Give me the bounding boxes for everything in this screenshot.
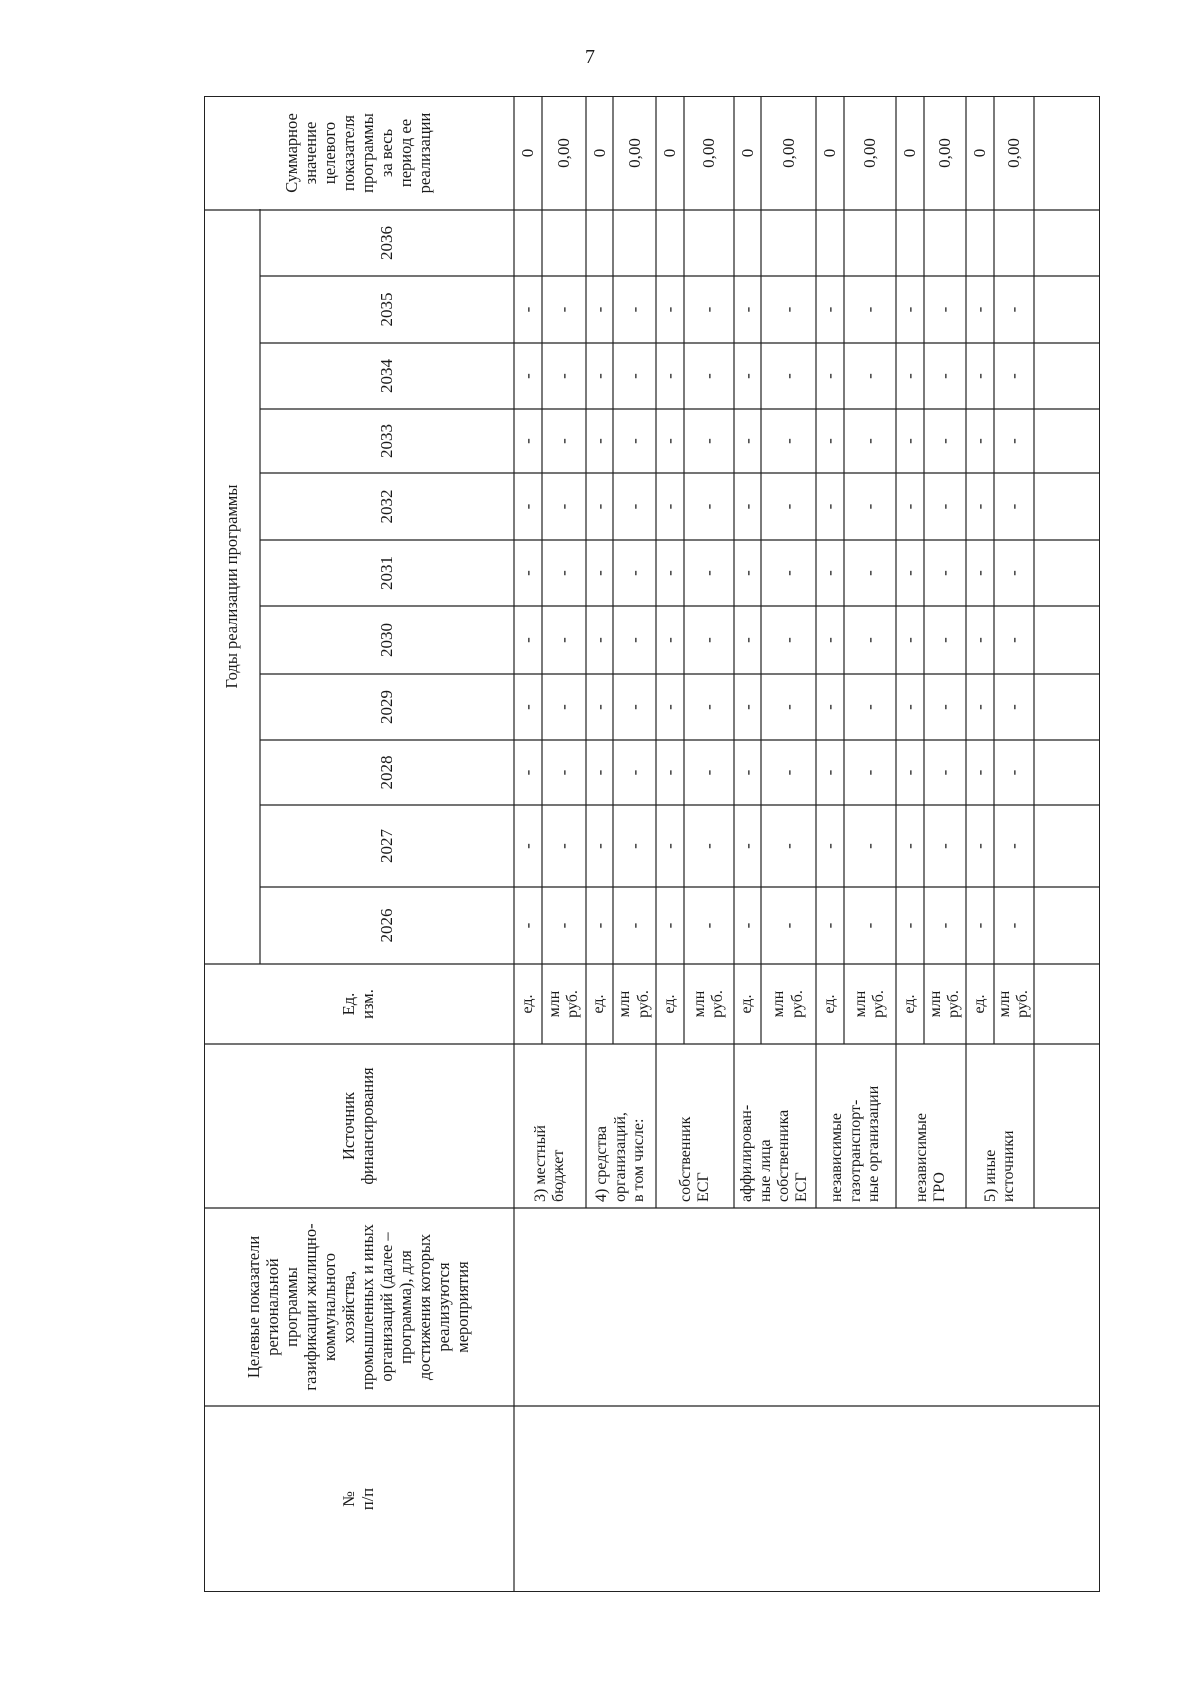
value-cell: -: [554, 637, 574, 643]
value-cell: -: [900, 503, 920, 510]
value-cell: -: [624, 637, 644, 643]
total-cell: 0: [970, 148, 990, 158]
value-cell: [966, 210, 994, 276]
total-cell: 0,00: [699, 138, 719, 168]
value-cell: -: [518, 704, 538, 710]
value-cell: -: [970, 438, 990, 444]
unit-cell: млн руб.: [995, 990, 1031, 1018]
value-cell: -: [970, 373, 990, 379]
value-cell: -: [778, 503, 798, 510]
unit-cell: ед.: [590, 994, 608, 1014]
value-cell: -: [589, 843, 609, 849]
header-source: Источник финансирования: [339, 1067, 377, 1185]
value-cell: -: [660, 438, 680, 444]
value-cell: -: [860, 306, 880, 313]
value-cell: -: [970, 306, 990, 313]
value-cell: -: [624, 503, 644, 510]
value-cell: -: [660, 570, 680, 576]
value-cell: -: [660, 637, 680, 643]
value-cell: -: [820, 843, 840, 849]
value-cell: -: [778, 438, 798, 444]
value-cell: [761, 210, 816, 276]
value-cell: -: [589, 769, 609, 776]
value-cell: -: [970, 570, 990, 576]
value-cell: -: [518, 570, 538, 576]
value-cell: -: [554, 922, 574, 929]
year-header-2026: 2026: [377, 908, 397, 943]
value-cell: -: [518, 306, 538, 313]
unit-cell: ед.: [660, 994, 678, 1014]
value-cell: -: [737, 503, 757, 510]
header-indicators: Целевые показатели региональной программы газификации жилищно- коммунального хозяйства, промышленных и иных организаций (далее – программа), для достижения которых реализуются мероприятия: [244, 1223, 472, 1391]
value-cell: -: [778, 637, 798, 643]
value-cell: -: [778, 306, 798, 313]
value-cell: -: [624, 570, 644, 576]
value-cell: -: [1004, 373, 1024, 379]
value-cell: -: [660, 769, 680, 776]
value-cell: -: [518, 769, 538, 776]
value-cell: -: [970, 503, 990, 510]
value-cell: -: [660, 922, 680, 929]
value-cell: -: [699, 438, 719, 444]
value-cell: -: [518, 637, 538, 643]
value-cell: [896, 210, 924, 276]
value-cell: -: [737, 373, 757, 379]
value-cell: -: [1004, 570, 1024, 576]
value-cell: -: [860, 373, 880, 379]
value-cell: -: [935, 922, 955, 929]
total-cell: 0,00: [860, 138, 880, 168]
header-total: Суммарное значение целевого показателя программы за весь период ее реализации: [282, 112, 434, 194]
value-cell: -: [900, 769, 920, 776]
total-cell: 0: [820, 148, 840, 158]
unit-cell: ед.: [738, 994, 756, 1014]
total-cell: 0: [900, 148, 920, 158]
source-label: аффилирован- ные лица собственника ЕСГ: [738, 1104, 811, 1202]
total-cell: 0: [660, 148, 680, 158]
value-cell: -: [699, 637, 719, 643]
value-cell: [844, 210, 896, 276]
value-cell: -: [660, 373, 680, 379]
value-cell: -: [624, 843, 644, 849]
year-header-2034: 2034: [377, 359, 397, 393]
value-cell: -: [589, 922, 609, 929]
value-cell: -: [820, 704, 840, 710]
value-cell: [684, 210, 734, 276]
source-label: 3) местный бюджет: [531, 1125, 567, 1202]
unit-cell: млн руб.: [690, 990, 726, 1018]
value-cell: -: [778, 922, 798, 929]
value-cell: -: [935, 570, 955, 576]
unit-cell: ед.: [518, 994, 536, 1014]
value-cell: -: [935, 704, 955, 710]
value-cell: -: [589, 704, 609, 710]
value-cell: -: [737, 637, 757, 643]
value-cell: -: [737, 843, 757, 849]
header-unit: Ед. изм.: [339, 989, 377, 1019]
value-cell: -: [589, 373, 609, 379]
value-cell: [924, 210, 966, 276]
value-cell: -: [935, 503, 955, 510]
source-label: 4) средства организаций, в том числе:: [593, 1112, 648, 1202]
value-cell: -: [860, 769, 880, 776]
value-cell: -: [860, 503, 880, 510]
year-header-2027: 2027: [377, 829, 397, 863]
value-cell: -: [900, 438, 920, 444]
value-cell: -: [860, 843, 880, 849]
total-cell: 0,00: [624, 138, 644, 168]
value-cell: -: [699, 704, 719, 710]
value-cell: -: [1004, 843, 1024, 849]
value-cell: -: [900, 704, 920, 710]
value-cell: -: [589, 570, 609, 576]
value-cell: -: [820, 503, 840, 510]
value-cell: [586, 210, 613, 276]
value-cell: -: [900, 570, 920, 576]
year-header-2036: 2036: [377, 226, 397, 260]
value-cell: -: [900, 637, 920, 643]
value-cell: -: [860, 637, 880, 643]
value-cell: -: [624, 373, 644, 379]
year-header-2028: 2028: [377, 755, 397, 790]
value-cell: -: [900, 922, 920, 929]
value-cell: -: [860, 922, 880, 929]
value-cell: -: [660, 843, 680, 849]
value-cell: -: [970, 922, 990, 929]
unit-cell: млн руб.: [770, 990, 806, 1018]
total-cell: 0,00: [554, 138, 574, 168]
unit-cell: млн руб.: [851, 990, 887, 1018]
source-label: независимые ГРО: [912, 1112, 948, 1202]
value-cell: -: [624, 922, 644, 929]
unit-cell: млн руб.: [545, 990, 581, 1018]
year-header-2029: 2029: [377, 690, 397, 724]
value-cell: -: [860, 704, 880, 710]
value-cell: -: [589, 637, 609, 643]
value-cell: -: [699, 769, 719, 776]
source-label: независимые газотранспорт- ные организации: [828, 1085, 883, 1202]
value-cell: -: [737, 922, 757, 929]
value-cell: -: [820, 306, 840, 313]
value-cell: -: [1004, 438, 1024, 444]
value-cell: [542, 210, 586, 276]
value-cell: -: [820, 438, 840, 444]
value-cell: -: [699, 306, 719, 313]
value-cell: [613, 210, 656, 276]
header-years-title: Годы реализации программы: [221, 484, 241, 689]
value-cell: -: [1004, 769, 1024, 776]
value-cell: -: [699, 373, 719, 379]
value-cell: -: [554, 843, 574, 849]
value-cell: -: [589, 306, 609, 313]
value-cell: -: [1004, 637, 1024, 643]
value-cell: -: [935, 769, 955, 776]
value-cell: -: [518, 438, 538, 444]
value-cell: -: [624, 306, 644, 313]
unit-cell: млн руб.: [616, 990, 652, 1018]
value-cell: -: [970, 843, 990, 849]
value-cell: -: [554, 438, 574, 444]
value-cell: -: [589, 503, 609, 510]
value-cell: -: [900, 306, 920, 313]
value-cell: -: [778, 704, 798, 710]
value-cell: -: [970, 769, 990, 776]
total-cell: 0: [737, 148, 757, 158]
value-cell: -: [935, 438, 955, 444]
value-cell: -: [1004, 503, 1024, 510]
value-cell: -: [1004, 306, 1024, 313]
year-header-2033: 2033: [377, 424, 397, 458]
page-number: 7: [585, 46, 595, 68]
value-cell: -: [589, 438, 609, 444]
value-cell: [734, 210, 761, 276]
value-cell: -: [737, 438, 757, 444]
source-label: собственник ЕСГ: [676, 1116, 712, 1202]
value-cell: -: [737, 704, 757, 710]
value-cell: -: [900, 843, 920, 849]
value-cell: [514, 210, 542, 276]
unit-cell: млн руб.: [926, 990, 962, 1018]
value-cell: -: [820, 373, 840, 379]
value-cell: [994, 210, 1034, 276]
value-cell: -: [518, 922, 538, 929]
value-cell: -: [660, 503, 680, 510]
value-cell: -: [699, 922, 719, 929]
value-cell: -: [970, 704, 990, 710]
year-header-2031: 2031: [377, 556, 397, 590]
value-cell: -: [778, 843, 798, 849]
value-cell: -: [820, 769, 840, 776]
source-label: 5) иные источники: [981, 1130, 1017, 1202]
value-cell: -: [900, 373, 920, 379]
value-cell: -: [554, 769, 574, 776]
value-cell: [816, 210, 844, 276]
value-cell: -: [935, 637, 955, 643]
value-cell: -: [699, 843, 719, 849]
value-cell: -: [554, 704, 574, 710]
value-cell: -: [518, 503, 538, 510]
value-cell: -: [935, 306, 955, 313]
value-cell: -: [778, 570, 798, 576]
value-cell: -: [820, 637, 840, 643]
unit-cell: ед.: [970, 994, 988, 1014]
value-cell: -: [860, 570, 880, 576]
value-cell: -: [518, 843, 538, 849]
rotated-table: [204, 96, 1100, 1592]
value-cell: [656, 210, 684, 276]
total-cell: 0,00: [1004, 138, 1024, 168]
value-cell: -: [554, 373, 574, 379]
value-cell: -: [935, 373, 955, 379]
value-cell: -: [699, 503, 719, 510]
value-cell: -: [624, 438, 644, 444]
value-cell: -: [660, 704, 680, 710]
value-cell: -: [778, 769, 798, 776]
total-cell: 0: [589, 148, 609, 158]
value-cell: -: [737, 306, 757, 313]
total-cell: 0,00: [778, 138, 798, 168]
unit-cell: ед.: [900, 994, 918, 1014]
value-cell: -: [935, 843, 955, 849]
year-header-2030: 2030: [377, 623, 397, 657]
value-cell: -: [820, 570, 840, 576]
value-cell: -: [554, 503, 574, 510]
value-cell: -: [624, 769, 644, 776]
year-header-2032: 2032: [377, 489, 397, 524]
value-cell: -: [660, 306, 680, 313]
value-cell: -: [778, 373, 798, 379]
total-cell: 0: [518, 148, 538, 158]
value-cell: -: [624, 704, 644, 710]
value-cell: -: [1004, 922, 1024, 929]
year-header-2035: 2035: [377, 292, 397, 327]
value-cell: -: [1004, 704, 1024, 710]
value-cell: -: [970, 637, 990, 643]
header-number: № п/п: [339, 1487, 377, 1511]
value-cell: -: [699, 570, 719, 576]
value-cell: -: [554, 306, 574, 313]
value-cell: -: [860, 438, 880, 444]
value-cell: -: [518, 373, 538, 379]
value-cell: -: [820, 922, 840, 929]
total-cell: 0,00: [935, 138, 955, 168]
value-cell: -: [554, 570, 574, 576]
unit-cell: ед.: [820, 994, 838, 1014]
value-cell: -: [737, 769, 757, 776]
value-cell: -: [737, 570, 757, 576]
